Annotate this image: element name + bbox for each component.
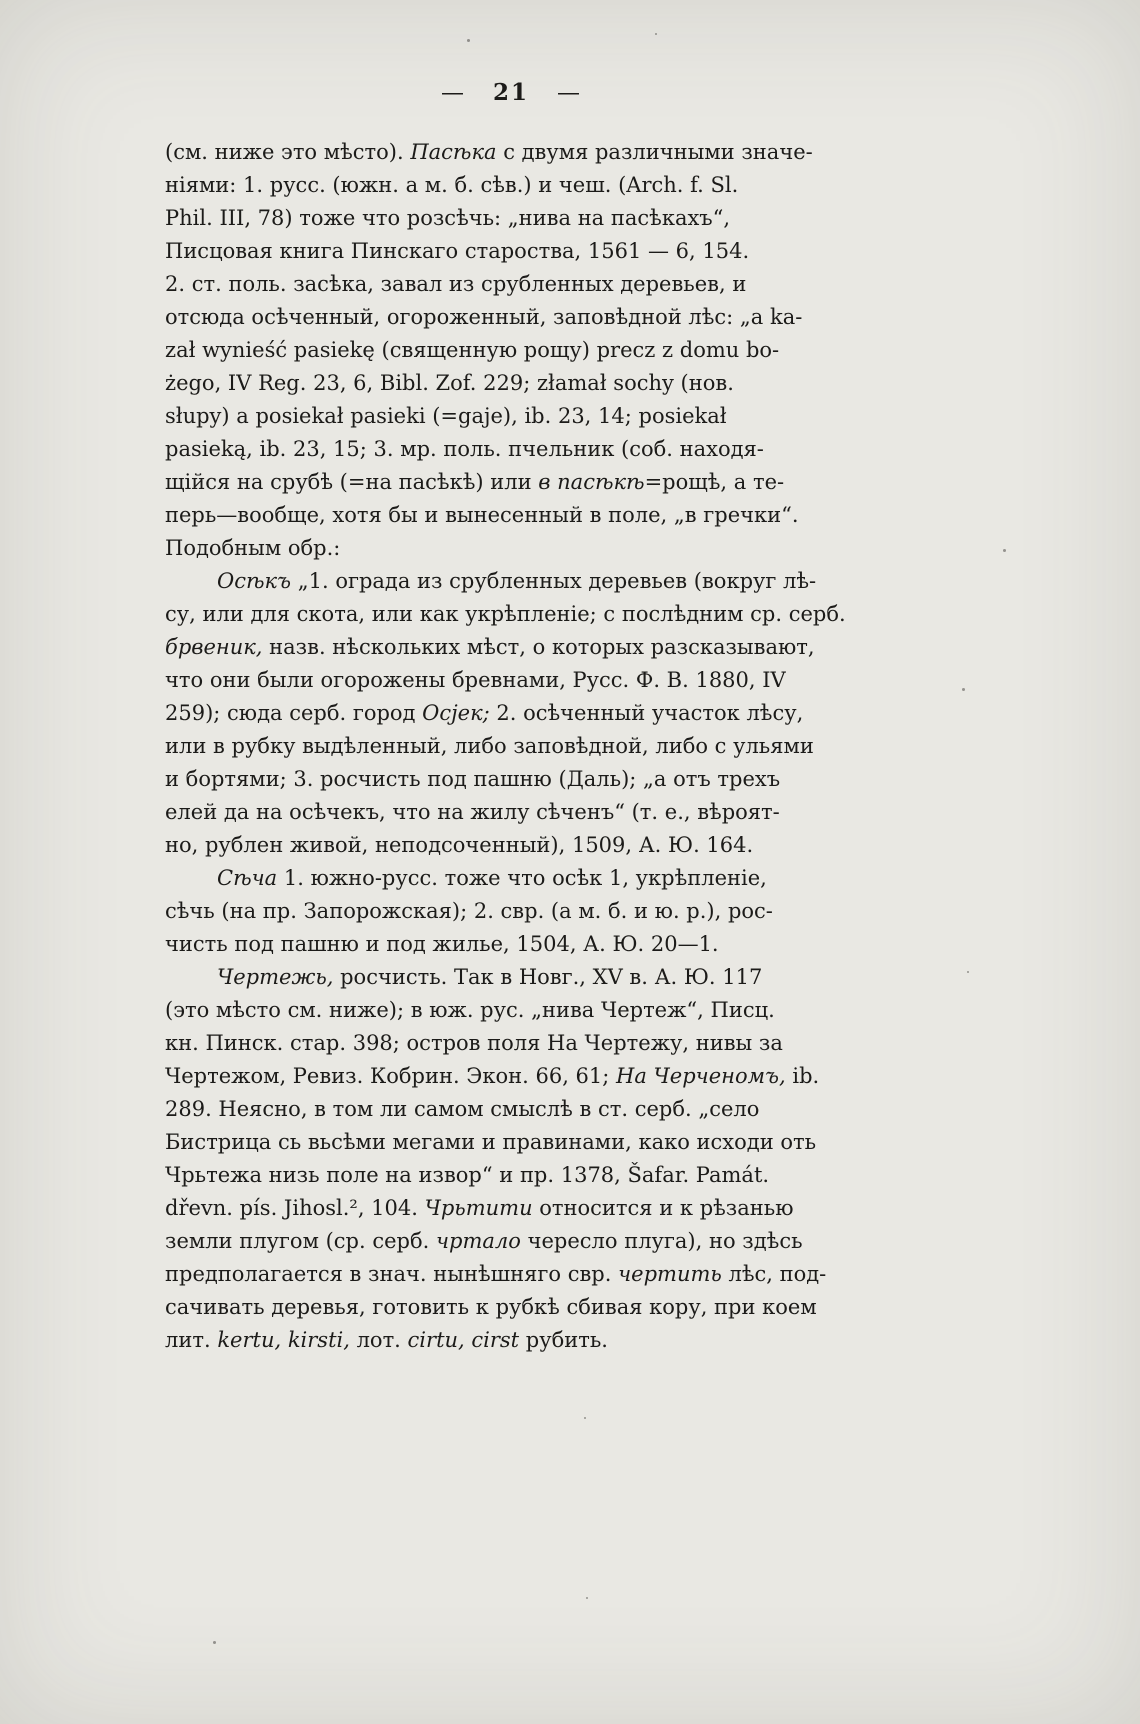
regular-text: и бортями; 3. росчисть под пашню (Даль); „а отъ трехъ [165,767,781,791]
regular-text: ib. [785,1064,820,1088]
scan-speck [586,1597,588,1599]
text-line [165,367,857,400]
regular-text: чересло плуга), но здѣсь [520,1229,803,1253]
regular-text: предполагается в знач. нынѣшняго свр. [165,1262,619,1286]
regular-text: Чертежом, Ревиз. Кобрин. Экон. 66, 61; [165,1064,617,1088]
regular-text: сачивать деревья, готовить к рубкѣ сбивая кору, при коем [165,1295,817,1319]
regular-text: лит. [165,1328,218,1352]
paragraph [165,565,857,862]
text-line [165,334,857,367]
italic-text: чртало [435,1229,521,1253]
regular-text: с двумя различными значе- [496,140,813,164]
regular-text: Чрьтежа низь поле на извор“ и пр. 1378, Šafar. Památ. [165,1163,770,1187]
text-line [165,664,857,697]
text-line [165,928,857,961]
regular-text: 259); сюда серб. город [165,701,423,725]
italic-text: Пасѣка [410,140,497,164]
regular-text: су, или для скота, или как укрѣпленіе; с послѣдним ср. серб. [165,602,846,626]
text-line [165,697,857,730]
regular-text: земли плугом (ср. серб. [165,1229,436,1253]
text-line [165,565,857,598]
text-line [165,763,857,796]
regular-text: Писцовая книга Пинскаго староства, 1561 — 6, 154. [165,239,750,263]
paragraph [165,862,857,961]
regular-text: сѣчь (на пр. Запорожская); 2. свр. (а м. б. и ю. р.), рос- [165,899,773,923]
text-line [165,532,857,565]
italic-text: Сѣча [217,866,278,890]
scan-speck [967,971,969,973]
italic-text: cirtu, cirst [407,1328,520,1352]
italic-text: Чрьтити [424,1196,533,1220]
italic-text: в пасѣкѣ [538,470,645,494]
scan-speck [467,39,470,42]
regular-text: „1. ограда из срубленных деревьев (вокруг лѣ- [291,569,817,593]
regular-text: щійся на срубѣ (=на пасѣкѣ) или [165,470,539,494]
regular-text: росчисть. Так в Новг., XV в. А. Ю. 117 [333,965,763,989]
text-line [165,202,857,235]
regular-text: (см. ниже это мѣсто). [165,140,411,164]
scan-speck [584,1417,586,1419]
text-line [165,1159,857,1192]
scan-speck [213,1641,216,1644]
header-dash-left: — [440,80,465,106]
regular-text: отсюда осѣченный, огороженный, заповѣдной лѣс: „a ka- [165,305,803,329]
regular-text: елей да на осѣчекъ, что на жилу сѣченъ“ (т. е., вѣроят- [165,800,780,824]
text-line [165,499,857,532]
text-line [165,1027,857,1060]
regular-text: 2. осѣченный участок лѣсу, [489,701,804,725]
text-line [165,169,857,202]
scan-speck [962,688,965,691]
regular-text: Подобным обр.: [165,536,341,560]
text-line [165,1192,857,1225]
text-line [165,895,857,928]
text-line [165,796,857,829]
text-line [165,1126,857,1159]
regular-text: 289. Неясно, в том ли самом смыслѣ в ст. серб. „село [165,1097,760,1121]
italic-text: На Черченомъ, [616,1064,786,1088]
text-block [165,136,857,1357]
text-line [165,1093,857,1126]
regular-text: но, рублен живой, неподсоченный), 1509, А. Ю. 164. [165,833,754,857]
regular-text: назв. нѣскольких мѣст, о которых разсказывают, [262,635,815,659]
text-line [165,466,857,499]
regular-text: słupy) a posiekał pasieki (=gaje), ib. 23, 14; posiekał [165,404,727,428]
italic-text: Чертежь, [217,965,334,989]
text-line [165,301,857,334]
text-line [165,1060,857,1093]
text-line [165,268,857,301]
text-line [165,1324,857,1357]
italic-text: Осѣкъ [217,569,292,593]
scan-speck [1003,549,1006,552]
text-line [165,598,857,631]
text-line [165,994,857,1027]
regular-text: 1. южно-русс. тоже что осѣк 1, укрѣпленіе, [277,866,767,890]
text-line [165,961,857,994]
regular-text: чисть под пашню и под жилье, 1504, А. Ю. 20—1. [165,932,719,956]
regular-text: 2. ст. поль. засѣка, завал из срубленных деревьев, и [165,272,747,296]
header-dash-right: — [557,80,581,106]
text-line [165,1258,857,1291]
regular-text: лѣс, под- [721,1262,827,1286]
paragraph [165,961,857,1357]
page-number: 21 [492,79,529,106]
regular-text: (это мѣсто см. ниже); в юж. рус. „нива Чертеж“, Писц. [165,998,775,1022]
paragraph [165,136,857,565]
regular-text: относится и к рѣзанью [532,1196,794,1220]
italic-text: Осjек; [422,701,490,725]
regular-text: кн. Пинск. стар. 398; остров поля На Чертежу, нивы за [165,1031,783,1055]
italic-text: чертить [618,1262,722,1286]
regular-text: Бистрица сь вьсѣми мегами и правинами, како исходи оть [165,1130,817,1154]
regular-text: или в рубку выдѣленный, либо заповѣдной, либо с ульями [165,734,814,758]
text-line [165,136,857,169]
regular-text: лот. [349,1328,408,1352]
italic-text: брвеник, [165,635,263,659]
text-line [165,730,857,763]
text-line [165,235,857,268]
text-line [165,400,857,433]
text-line [165,433,857,466]
regular-text: ніями: 1. русс. (южн. а м. б. сѣв.) и чеш. (Arch. f. Sl. [165,173,739,197]
regular-text: перь—вообще, хотя бы и вынесенный в поле, „в гречки“. [165,503,799,527]
regular-text: dřevn. pís. Jihosl.², 104. [165,1196,425,1220]
regular-text: что они были огорожены бревнами, Русс. Ф. В. 1880, IV [165,668,786,692]
regular-text: =рощѣ, а те- [644,470,785,494]
text-line [165,862,857,895]
page-header [165,78,857,108]
text-line [165,631,857,664]
regular-text: рубить. [519,1328,608,1352]
text-line [165,1291,857,1324]
text-line [165,829,857,862]
regular-text: zał wynieść pasiekę (священную рощу) precz z domu bo- [165,338,780,362]
regular-text: Phil. III, 78) тоже что розсѣчь: „нива на пасѣкахъ“, [165,206,731,230]
regular-text: żego, IV Reg. 23, 6, Bibl. Zof. 229; złamał sochy (нов. [165,371,734,395]
italic-text: kertu, kirsti, [217,1328,350,1352]
text-line [165,1225,857,1258]
regular-text: pasieką, ib. 23, 15; 3. мр. поль. пчельник (соб. находя- [165,437,764,461]
scan-speck [655,33,657,35]
